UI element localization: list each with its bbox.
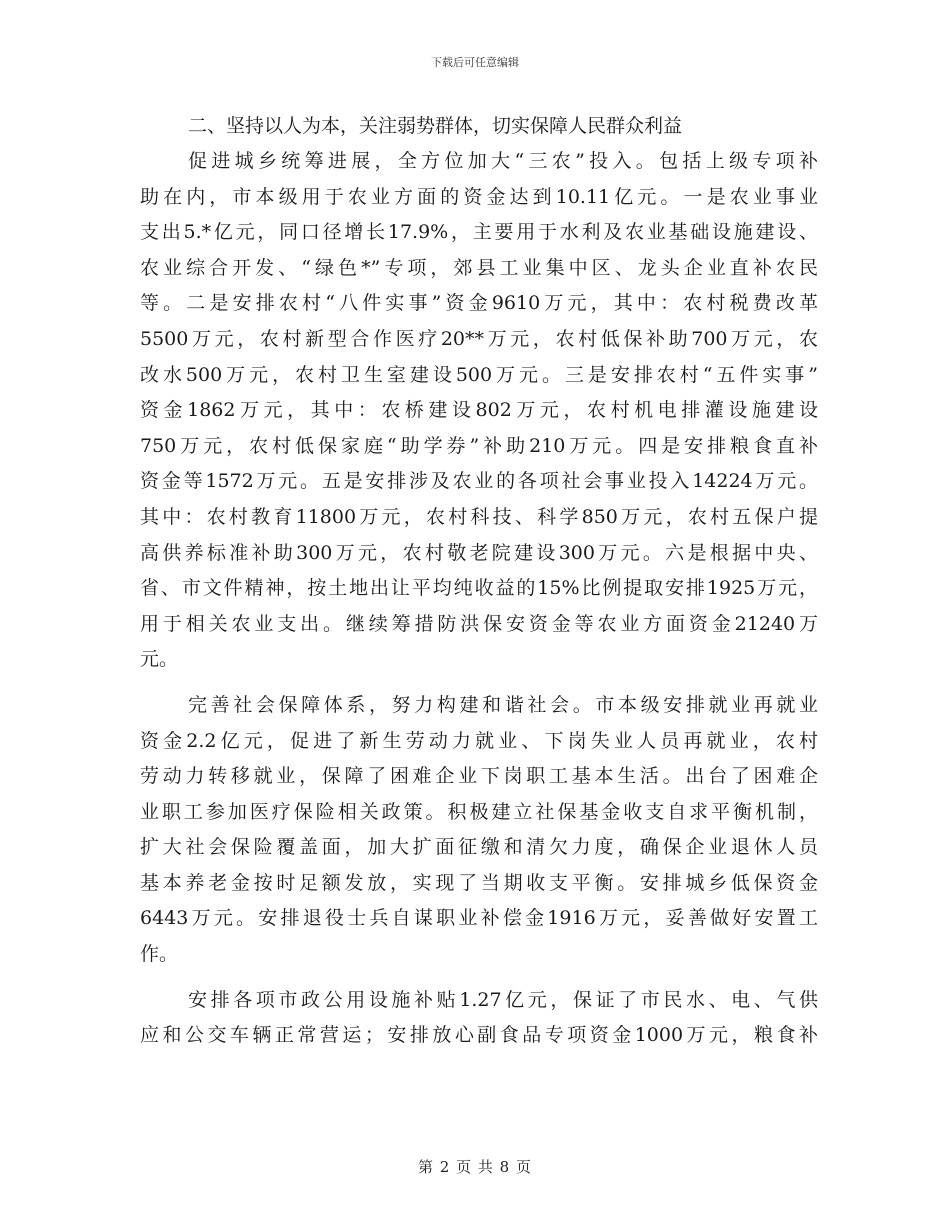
text-line: 等。二是安排农村“八件实事”资金9610万元，其中：农村税费改革 <box>140 292 818 315</box>
text-line: 省、市文件精神，按土地出让平均纯收益的15%比例提取安排1925万元， <box>140 577 818 600</box>
paragraph-public-utilities <box>140 983 818 1054</box>
text-line: 资金1862万元，其中：农桥建设802万元，农村机电排灌设施建设 <box>140 399 818 422</box>
page-footer: 第 2 页 共 8 页 <box>418 1158 532 1176</box>
text-line: 基本养老金按时足额发放，实现了当期收支平衡。安排城乡低保资金 <box>140 871 818 894</box>
text-line: 用于相关农业支出。继续筹措防洪保安资金等农业方面资金21240万 <box>140 612 818 635</box>
text-line: 作。 <box>140 943 179 966</box>
page-header: 下载后可任意编辑 <box>431 56 519 69</box>
section-heading: 二、坚持以人为本，关注弱势群体，切实保障人民群众利益 <box>188 115 683 137</box>
text-line: 高供养标准补助300万元，农村敬老院建设300万元。六是根据中央、 <box>140 541 818 564</box>
text-line: 应和公交车辆正常营运；安排放心副食品专项资金1000万元，粮食补 <box>140 1024 818 1047</box>
text-line: 5500万元，农村新型合作医疗20**万元，农村低保补助700万元，农 <box>140 327 818 350</box>
paragraph-gap <box>140 973 818 983</box>
text-line: 6443万元。安排退役士兵自谋职业补偿金1916万元，妥善做好安置工 <box>140 907 818 930</box>
text-line: 改水500万元，农村卫生室建设500万元。三是安排农村“五件实事” <box>140 363 818 386</box>
paragraph-social-security <box>140 688 818 973</box>
text-line: 促进城乡统筹进展，全方位加大“三农”投入。包括上级专项补 <box>188 150 818 172</box>
text-line: 元。 <box>140 648 179 671</box>
text-line: 扩大社会保险覆盖面，加大扩面征缴和清欠力度，确保企业退休人员 <box>140 836 818 859</box>
paragraph-gap <box>140 678 818 688</box>
text-line: 其中：农村教育11800万元，农村科技、科学850万元，农村五保户提 <box>140 505 818 528</box>
text-line: 业职工参加医疗保险相关政策。积极建立社保基金收支自求平衡机制， <box>140 800 818 823</box>
text-line: 750万元，农村低保家庭“助学券”补助210万元。四是安排粮食直补 <box>140 434 818 457</box>
document-body <box>140 108 818 1054</box>
text-line: 劳动力转移就业，保障了困难企业下岗职工基本生活。出台了困难企 <box>140 765 818 788</box>
text-line: 支出5.*亿元，同口径增长17.9%，主要用于水利及农业基础设施建设、 <box>140 221 818 244</box>
text-line: 资金等1572万元。五是安排涉及农业的各项社会事业投入14224万元。 <box>140 470 818 493</box>
text-line: 完善社会保障体系，努力构建和谐社会。市本级安排就业再就业 <box>188 693 818 716</box>
text-line: 资金2.2亿元，促进了新生劳动力就业、下岗失业人员再就业，农村 <box>140 729 818 752</box>
paragraph-agriculture <box>140 144 818 678</box>
text-line: 农业综合开发、“绿色*”专项，郊县工业集中区、龙头企业直补农民 <box>140 256 818 279</box>
text-line: 安排各项市政公用设施补贴1.27亿元，保证了市民水、电、气供 <box>188 988 818 1011</box>
text-line: 助在内，市本级用于农业方面的资金达到10.11亿元。一是农业事业 <box>140 185 818 208</box>
